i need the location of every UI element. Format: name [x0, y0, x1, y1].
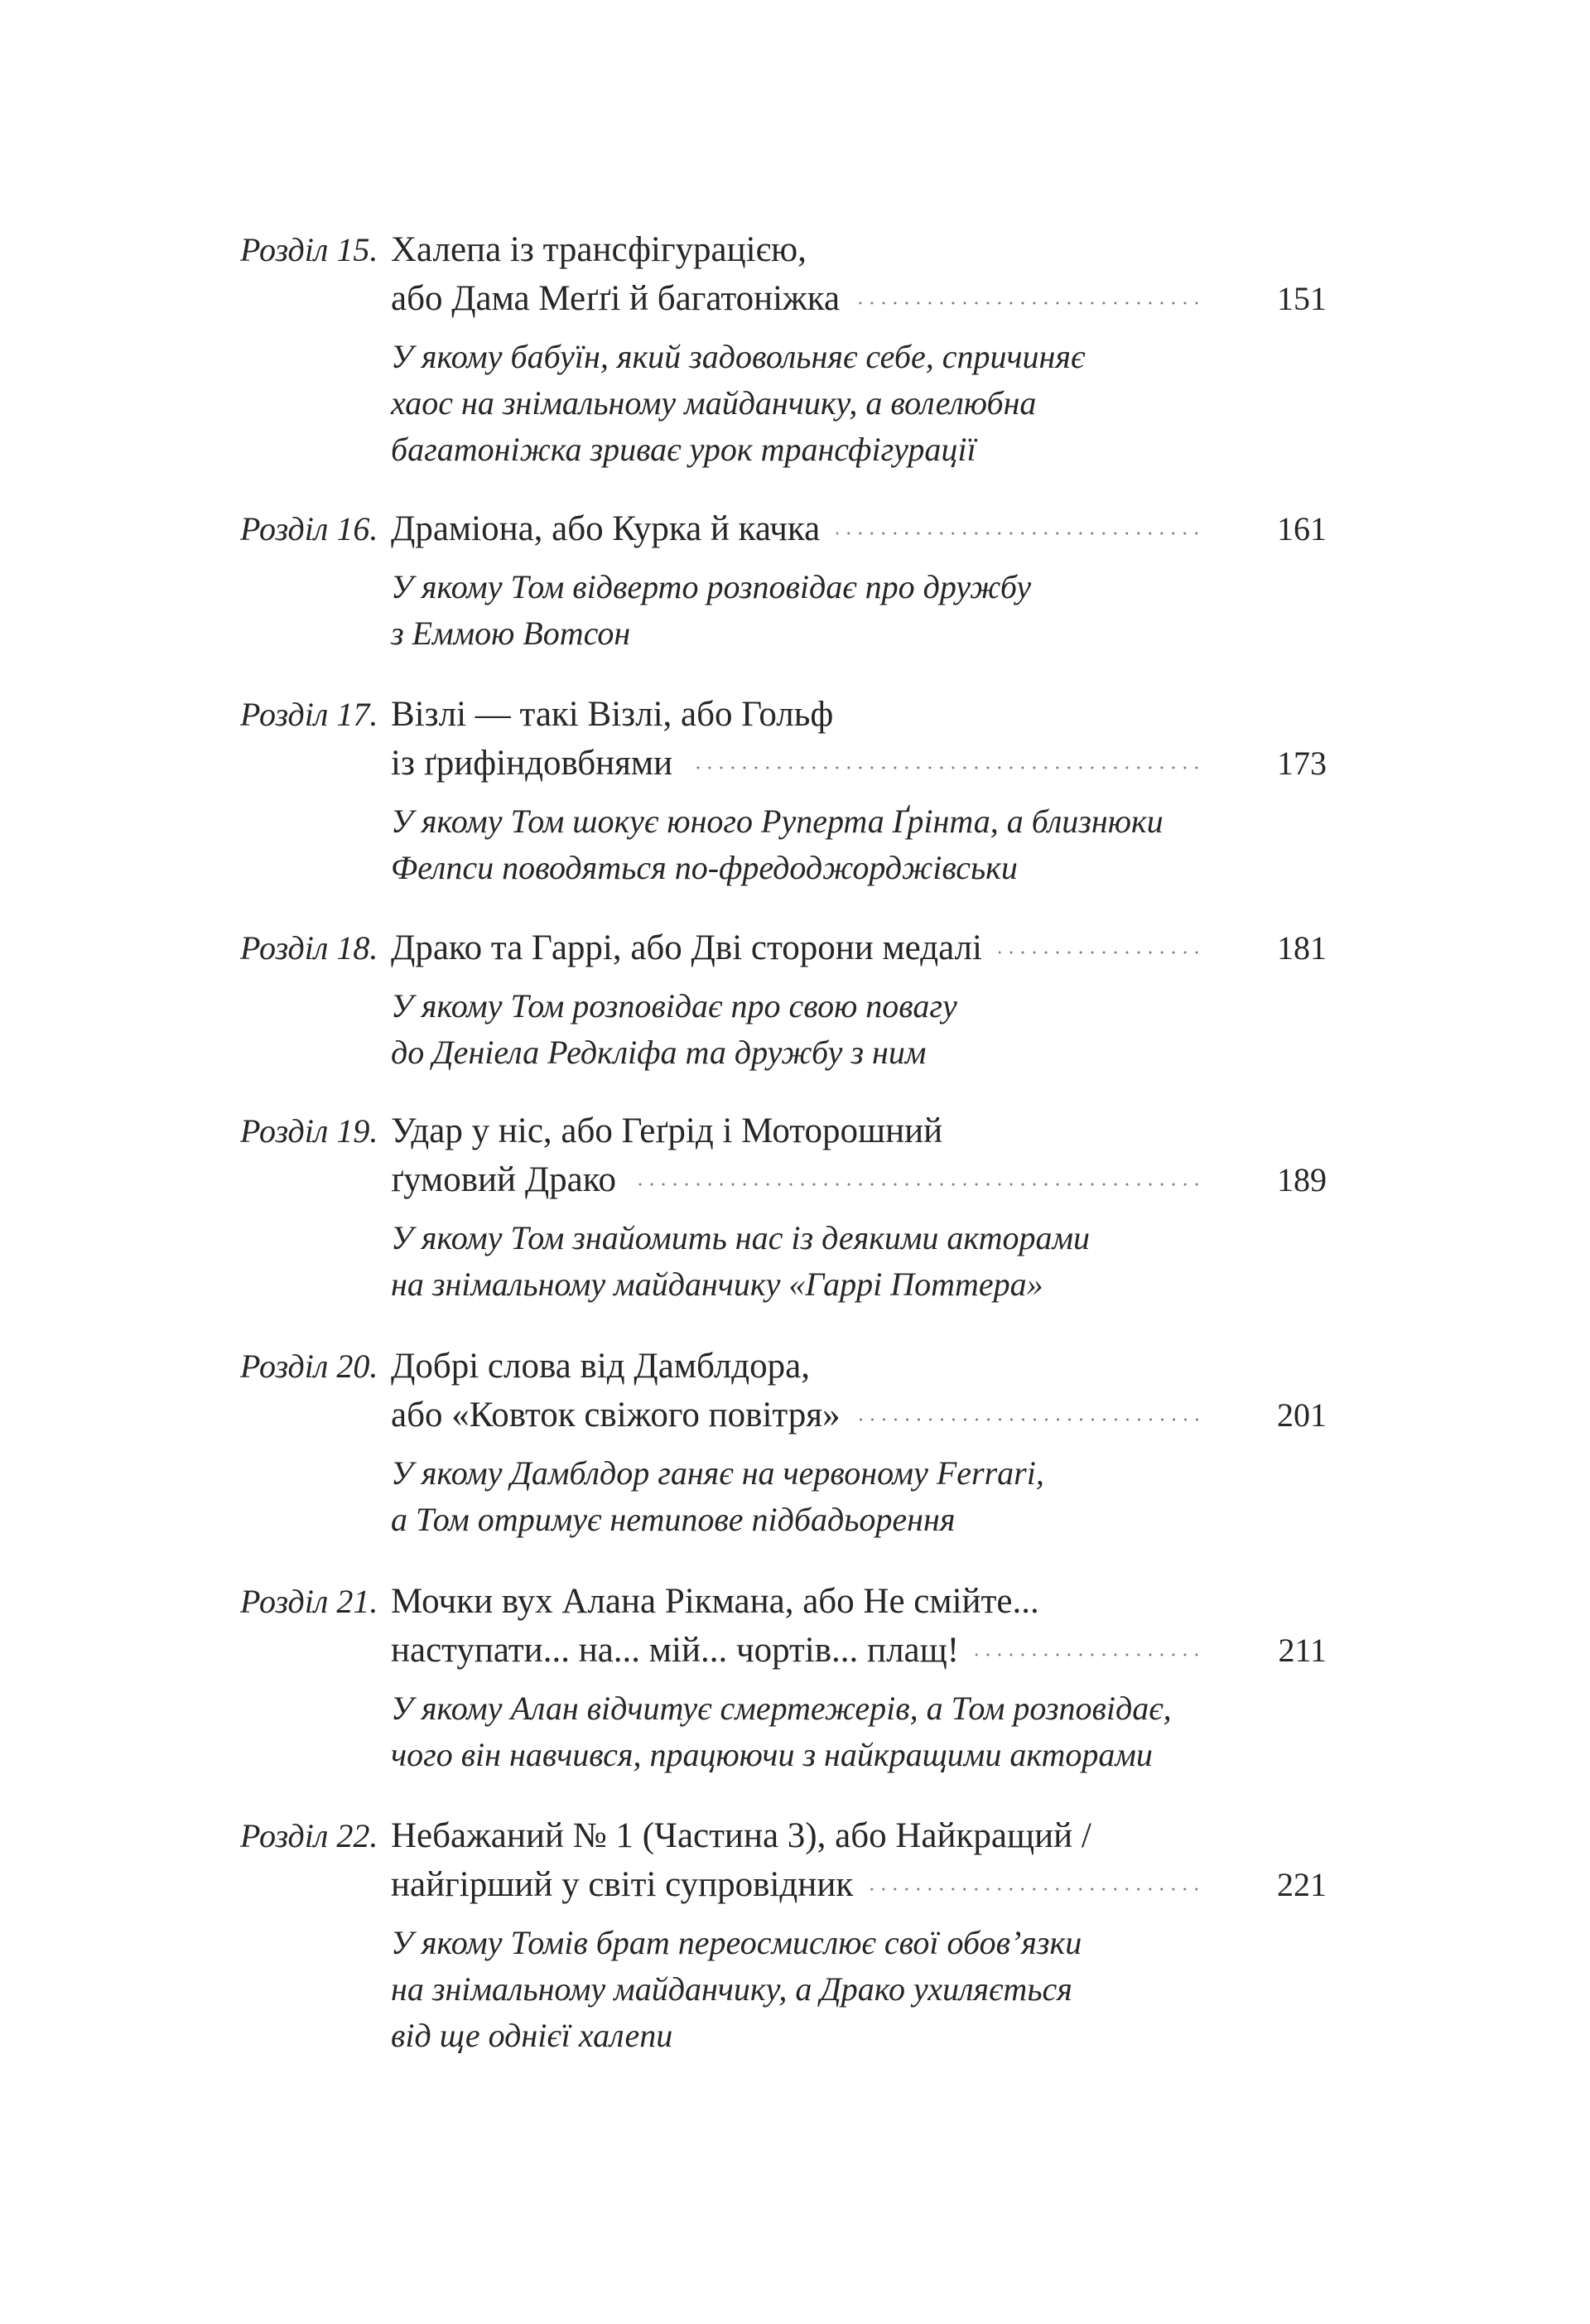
description-line: від ще однієї халепи — [391, 2017, 673, 2054]
description-line: чого він навчився, працюючи з найкращими акторами — [391, 1736, 1153, 1773]
chapter-title: наступати... на... мій... чортів... плащ! — [391, 1631, 960, 1670]
chapter-label: Розділ 20. — [240, 1348, 378, 1385]
chapter-title-line — [391, 739, 1327, 788]
description-line: на знімальному майданчику, а Драко ухиляється — [391, 1970, 1072, 2008]
dot-leader — [870, 1888, 1202, 1891]
dot-leader — [857, 1418, 1203, 1421]
chapter-title-line — [391, 923, 1327, 972]
description-line: хаос на знімальному майданчику, а волелюбна — [391, 384, 1037, 422]
description-line: У якому Томів брат переосмислює свої обов’язки — [391, 1924, 1082, 1961]
page-number: 161 — [1277, 510, 1327, 547]
dot-leader — [976, 1653, 1202, 1656]
chapter-description — [391, 1920, 1327, 2059]
description-line: У якому бабуїн, який задовольняє себе, спричиняє — [391, 338, 1086, 375]
chapter-description — [391, 1215, 1327, 1308]
description-line: У якому Том знайомить нас із деякими акторами — [391, 1219, 1091, 1256]
chapter-title-line — [391, 225, 1327, 274]
page-number: 151 — [1277, 280, 1327, 317]
page-number: 201 — [1277, 1396, 1327, 1434]
page-number: 173 — [1277, 745, 1327, 782]
chapter-label: Розділ 19. — [240, 1112, 378, 1150]
page-number: 211 — [1278, 1632, 1327, 1669]
dot-leader — [633, 1183, 1202, 1186]
chapter-title-line — [391, 1811, 1327, 1860]
chapter-title-line — [391, 1155, 1327, 1204]
chapter-label: Розділ 16. — [240, 510, 378, 547]
description-line: У якому Том відверто розповідає про дружбу — [391, 568, 1032, 605]
page-number: 221 — [1277, 1866, 1327, 1903]
chapter-title: Мочки вух Алана Рікмана, або Не смійте... — [391, 1582, 1039, 1621]
dot-leader — [856, 301, 1202, 305]
description-line: а Том отримує нетипове підбадьорення — [391, 1501, 956, 1538]
chapter-title: ґумовий Драко — [391, 1160, 616, 1199]
chapter-title: найгірший у світі супровідник — [391, 1865, 854, 1904]
chapter-title-line — [391, 274, 1327, 323]
chapter-description — [391, 798, 1327, 891]
chapter-title-line — [391, 1391, 1327, 1439]
chapter-title-line — [391, 1342, 1327, 1391]
description-line: Фелпси поводяться по-фредоджорджівськи — [391, 849, 1018, 886]
description-line: до Деніела Редкліфа та дружбу з ним — [391, 1034, 927, 1071]
chapter-title-line — [391, 1860, 1327, 1909]
chapter-title: Удар у ніс, або Геґрід і Моторошний — [391, 1111, 943, 1150]
chapter-title: із ґрифіндовбнями — [391, 744, 673, 783]
chapter-description — [391, 983, 1327, 1076]
chapter-label: Розділ 17. — [240, 696, 378, 733]
chapter-label: Розділ 21. — [240, 1583, 378, 1620]
chapter-title-line — [391, 690, 1327, 739]
chapter-label: Розділ 15. — [240, 231, 378, 268]
dot-leader — [836, 532, 1202, 535]
description-line: У якому Дамблдор ганяє на червоному Ferrari, — [391, 1454, 1044, 1492]
description-line: У якому Алан відчитує смертежерів, а Том розповідає, — [391, 1690, 1172, 1727]
chapter-title-line — [391, 504, 1327, 553]
page-number: 189 — [1277, 1161, 1327, 1198]
chapter-label: Розділ 18. — [240, 929, 378, 967]
chapter-description — [391, 1685, 1327, 1778]
chapter-description — [391, 334, 1327, 473]
chapter-title-line — [391, 1577, 1327, 1626]
chapter-title: Халепа із трансфігурацією, — [391, 230, 807, 269]
chapter-title: Візлі — такі Візлі, або Гольф — [391, 695, 834, 734]
chapter-description — [391, 564, 1327, 657]
chapter-title: Драко та Гаррі, або Дві сторони медалі — [391, 928, 982, 967]
chapter-title: Добрі слова від Дамблдора, — [391, 1347, 811, 1386]
chapter-title: або Дама Меґґі й багатоніжка — [391, 279, 841, 318]
description-line: на знімальному майданчику «Гаррі Поттера» — [391, 1266, 1043, 1303]
dot-leader — [999, 951, 1202, 954]
description-line: з Еммою Вотсон — [391, 615, 631, 652]
chapter-title: Небажаний № 1 (Частина 3), або Найкращий / — [391, 1816, 1091, 1855]
description-line: У якому Том розповідає про свою повагу — [391, 987, 957, 1025]
chapter-title-line — [391, 1107, 1327, 1155]
chapter-title-line — [391, 1626, 1327, 1675]
dot-leader — [689, 766, 1202, 769]
chapter-title: Драміона, або Курка й качка — [391, 509, 821, 548]
page-number: 181 — [1277, 929, 1327, 967]
chapter-description — [391, 1450, 1327, 1543]
description-line: У якому Том шокує юного Руперта Ґрінта, а близнюки — [391, 803, 1164, 840]
chapter-label: Розділ 22. — [240, 1817, 378, 1854]
chapter-title: або «Ковток свіжого повітря» — [391, 1396, 841, 1434]
description-line: багатоніжка зриває урок трансфігурації — [391, 431, 976, 468]
